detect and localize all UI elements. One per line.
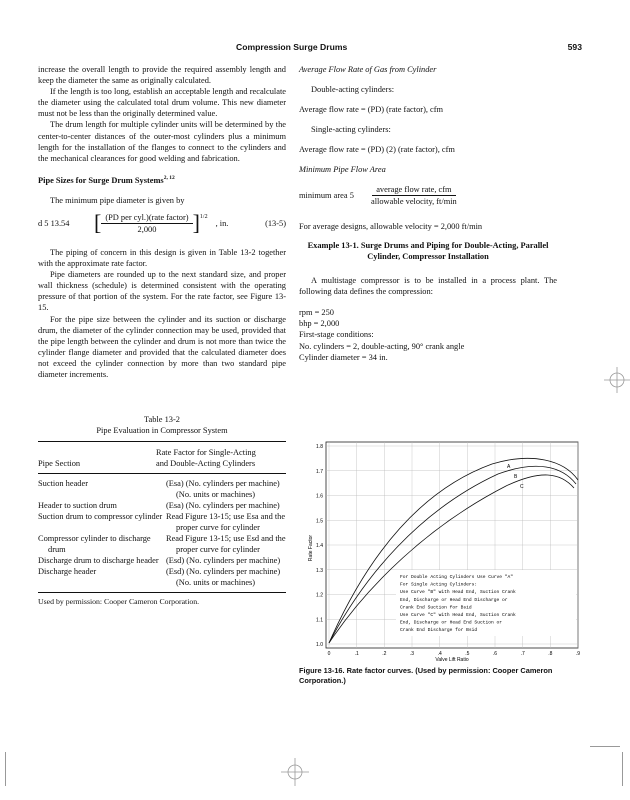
table-cell-factor: (Esa) (No. cylinders per machine) (No. units or machines)	[166, 478, 280, 499]
table-col-header-line: Rate Factor for Single-Acting	[156, 448, 256, 458]
crop-mark	[622, 752, 623, 786]
table-col-header	[156, 447, 286, 469]
table-cell-factor: Read Figure 13-15; use Esd and the proper curve for cylinder	[166, 533, 286, 555]
equation-fraction	[101, 212, 192, 235]
paragraph: For the pipe size between the cylinder and its suction or discharge drum, the diameter of the cylinder connection may be used, provided that the pipe length between the cylinder and drum is not more than twice the cylinder flange diameter and provided that the calculated diameter does not exceed the cylinder connection by more than two standard pipe diameter increments.	[38, 314, 286, 380]
legend-line: Crank End Suction for Bsid	[400, 605, 472, 611]
y-tick-label: 1.2	[316, 592, 323, 599]
x-tick-label: .7	[520, 651, 525, 657]
example-data	[299, 307, 557, 362]
y-axis-label: Rate Factor	[308, 534, 314, 562]
subheading: Minimum Pipe Flow Area	[299, 165, 386, 175]
x-tick-label: .2	[382, 651, 387, 657]
y-tick-label: 1.7	[316, 468, 323, 475]
table-row	[38, 566, 286, 588]
example-data-line: Cylinder diameter = 34 in.	[299, 352, 388, 362]
page-number: 593	[567, 42, 582, 52]
legend-line: End, Discharge or Head End Suction or	[400, 620, 502, 626]
equation-lhs: minimum area 5	[299, 190, 354, 200]
example-data-line: No. cylinders = 2, double-acting, 90° crank angle	[299, 341, 465, 351]
section-heading	[38, 173, 286, 186]
equation-denominator: allowable velocity, ft/min	[371, 196, 457, 206]
table-cell-factor: (Esa) (No. cylinders per machine)	[166, 500, 280, 510]
table-cell-section: Discharge header	[38, 567, 97, 577]
legend-line: End, Discharge or Head End Discharge or	[400, 597, 508, 603]
x-axis-label: Valve Lift Ratio	[435, 657, 469, 663]
x-tick-label: .8	[548, 651, 553, 657]
table-title: Table 13-2	[144, 415, 180, 425]
y-tick-label: 1.5	[316, 518, 323, 525]
paragraph: If the length is too long, establish an acceptable length and recalculate the diameter using the calculated total drum volume. This new diameter must not be less than the originally determined value.	[38, 87, 286, 119]
min-area-equation	[299, 184, 557, 207]
paragraph: increase the overall length to provide the required assembly length and keep the diameter the same as originally calculated.	[38, 65, 286, 86]
equation-unit: , in.	[215, 218, 229, 228]
table-row	[38, 533, 286, 555]
table-subtitle: Pipe Evaluation in Compressor System	[96, 426, 228, 436]
equation-denominator: 2,000	[137, 224, 157, 234]
section-heading-text: Pipe Sizes for Surge Drum Systems	[38, 175, 164, 185]
registration-mark	[281, 758, 309, 786]
table-col-header-line: and Double-Acting Cylinders	[156, 459, 256, 469]
table-header	[38, 442, 286, 473]
table-row	[38, 511, 286, 533]
legend-line: For Single Acting Cylinders:	[400, 582, 478, 588]
paragraph: Pipe diameters are rounded up to the next standard size, and proper wall thickness (schedule) is determined consistent with the operating pressure of that portion of the system. For the rate factor, see Figure 13-15.	[38, 270, 286, 313]
table-row	[38, 500, 286, 511]
table-body	[38, 474, 286, 589]
y-tick-labels	[316, 444, 323, 648]
y-tick-label: 1.1	[316, 617, 323, 624]
x-tick-label: .4	[437, 651, 442, 657]
table-cell-section: Compressor cylinder to discharge drum	[38, 533, 151, 555]
example-data-line: First-stage conditions:	[299, 330, 374, 340]
legend-line: Crank End Discharge for Bsid	[400, 628, 478, 634]
example-data-line: bhp = 2,000	[299, 319, 340, 329]
y-tick-label: 1.0	[316, 642, 323, 648]
running-title: Compression Surge Drums	[236, 42, 348, 52]
paragraph: The minimum pipe diameter is given by	[50, 195, 185, 205]
rate-factor-chart	[302, 438, 586, 666]
figure-caption: Figure 13-16. Rate factor curves. (Used by permission: Cooper Cameron Corporation.)	[299, 666, 553, 685]
curve-label: C	[520, 484, 524, 490]
equation-number: (13-5)	[265, 218, 286, 228]
paragraph: The drum length for multiple cylinder units will be determined by the center-to-center distances of the outer-most cylinders plus a minimum length for the installation of the flanges to connect to the cylinders and the mechanical clearances for good welding and fabrication.	[38, 120, 286, 163]
paragraph: Double-acting cylinders:	[311, 85, 395, 95]
right-bracket: ]	[192, 210, 200, 236]
y-tick-label: 1.6	[316, 493, 323, 500]
curve-label: B	[514, 474, 518, 480]
paragraph: For average designs, allowable velocity = 2,000 ft/min	[299, 221, 483, 231]
x-tick-label: 0	[327, 651, 331, 657]
equation-fraction	[371, 184, 457, 207]
curve-label: A	[507, 464, 511, 470]
registration-mark	[604, 367, 630, 393]
crop-mark	[5, 752, 6, 786]
table-cell-section: Header to suction drum	[38, 500, 117, 510]
table-row	[38, 555, 286, 566]
table-col-header: Pipe Section	[38, 459, 81, 469]
legend-line: Use Curve "B" with Head End, Suction Crank	[400, 590, 516, 596]
equation-numerator: average flow rate, cfm	[372, 184, 455, 196]
left-column	[38, 64, 286, 608]
x-tick-label: .6	[492, 651, 498, 657]
running-header	[38, 42, 590, 56]
equation-lhs: d 5 13.54	[38, 218, 70, 228]
table-footnote: Used by permission: Cooper Cameron Corporation.	[38, 592, 286, 607]
x-tick-label: .9	[575, 651, 581, 657]
right-column	[299, 64, 557, 363]
table-cell-factor: (Esd) (No. cylinders per machine) (No. units or machines)	[166, 567, 281, 588]
table-row	[38, 478, 286, 500]
y-tick-label: 1.3	[316, 567, 323, 574]
equation-line: Average flow rate = (PD) (2) (rate factor), cfm	[299, 145, 455, 155]
legend-line: Use Curve "C" with Head End, Suction Crank	[400, 613, 516, 618]
left-bracket: [	[94, 210, 102, 236]
table-cell-section: Discharge drum to discharge header	[38, 556, 159, 566]
paragraph: The piping of concern in this design is given in Table 13-2 together with the approximate rate factor.	[38, 248, 286, 269]
y-tick-label: 1.8	[316, 444, 323, 450]
crop-mark	[590, 746, 620, 747]
x-tick-label: .1	[354, 651, 359, 657]
x-tick-label: .3	[409, 651, 415, 657]
table-cell-section: Suction header	[38, 478, 89, 488]
section-refs: 2, 12	[163, 174, 175, 181]
table-cell-section: Suction drum to compressor cylinder	[38, 511, 163, 521]
equation-line: Average flow rate = (PD) (rate factor), cfm	[299, 105, 444, 115]
example-heading: Example 13-1. Surge Drums and Piping for Double-Acting, Parallel Cylinder, Compressor Installation	[307, 240, 549, 261]
paragraph: A multistage compressor is to be installed in a process plant. The following data defines the compression:	[299, 276, 557, 297]
equation-exponent: 1/2	[199, 213, 208, 220]
table-13-2	[38, 414, 286, 607]
x-tick-label: .5	[465, 651, 470, 657]
equation-numerator: (PD per cyl.)(rate factor)	[101, 212, 192, 224]
y-tick-label: 1.4	[316, 543, 323, 549]
subheading: Average Flow Rate of Gas from Cylinder	[299, 65, 437, 74]
legend-line: For Double Acting Cylinders Use Curve "A"	[400, 575, 514, 580]
table-cell-factor: Read Figure 13-15; use Esa and the proper curve for cylinder	[166, 511, 286, 532]
example-data-line: rpm = 250	[299, 308, 334, 318]
equation-13-5	[38, 212, 286, 235]
table-cell-factor: (Esd) (No. cylinders per machine)	[166, 556, 281, 566]
paragraph: Single-acting cylinders:	[311, 125, 391, 135]
